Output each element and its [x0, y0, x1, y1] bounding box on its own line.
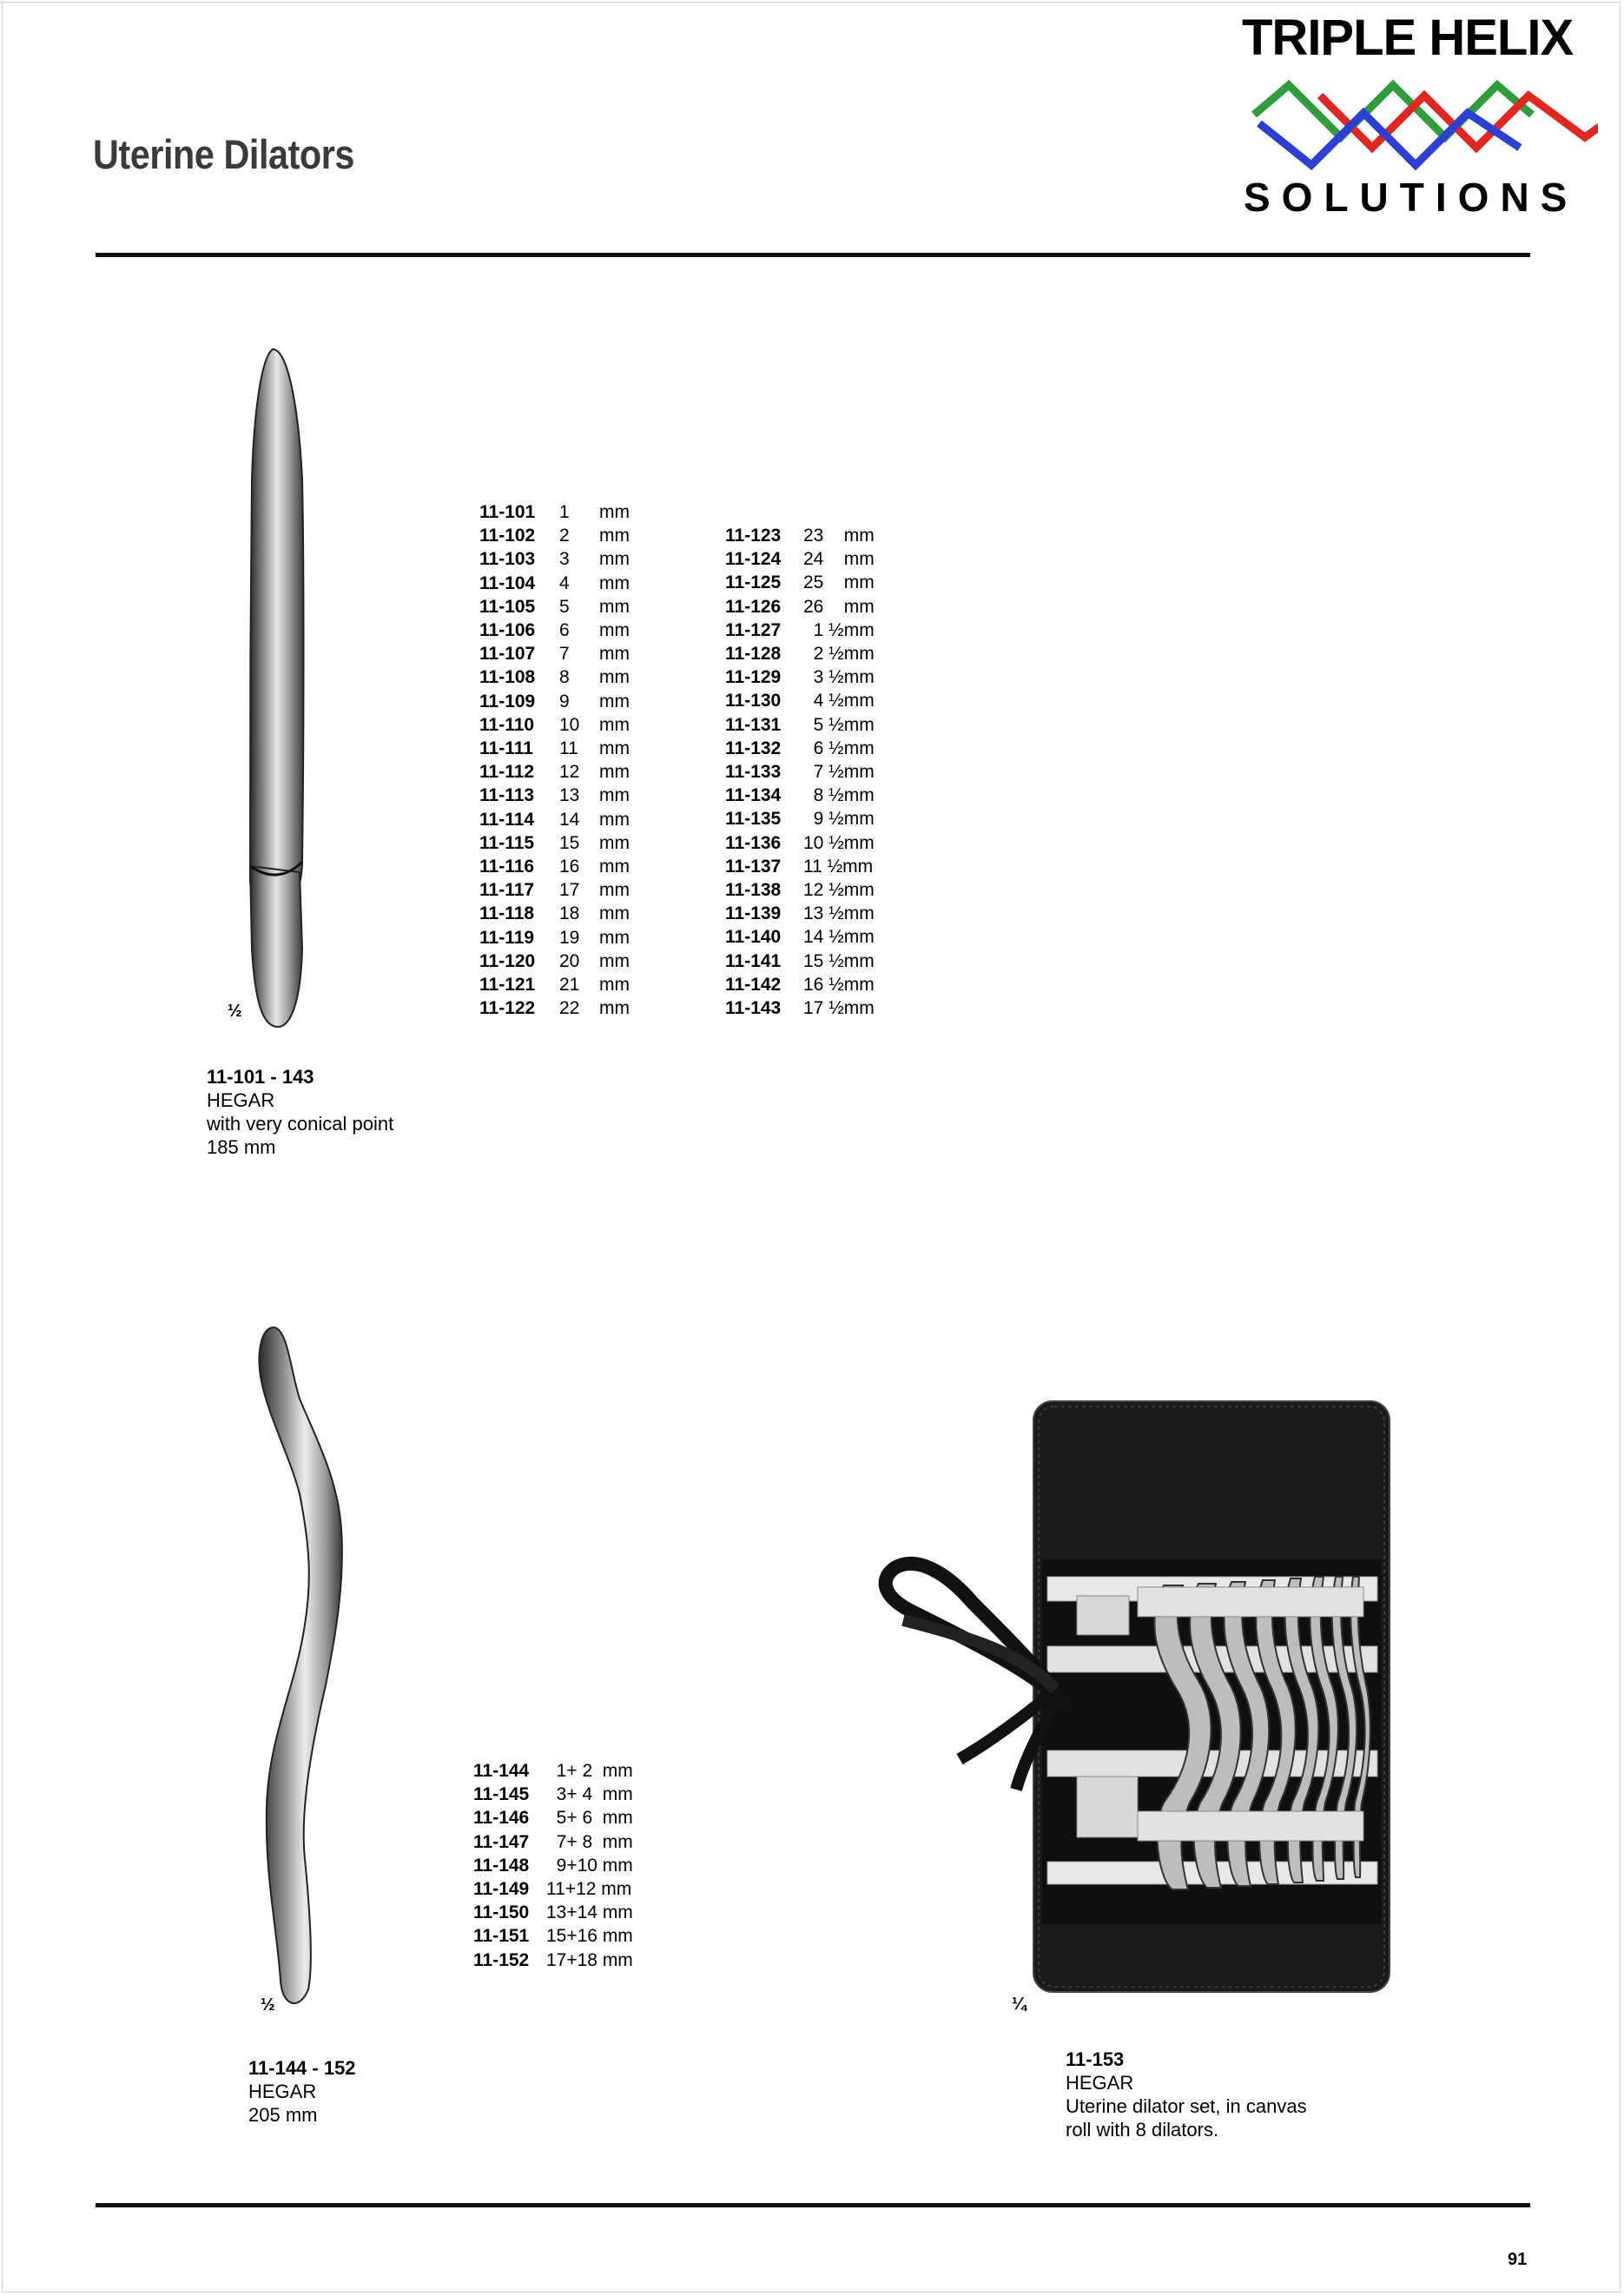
logo-text-top: TRIPLE HELIX [1242, 10, 1574, 66]
item-code: 11-149 [473, 1879, 530, 1900]
list-item [725, 547, 875, 571]
list-item [725, 595, 875, 619]
page-title: Uterine Dilators [93, 131, 354, 177]
item-size: 24 mm [803, 549, 875, 570]
list-item [479, 595, 630, 619]
list-item [725, 855, 875, 878]
list-item [479, 713, 630, 737]
list-item [725, 642, 875, 665]
item-size: 7 [559, 644, 570, 665]
item-unit: mm [599, 857, 630, 877]
page-number: 91 [1508, 2250, 1528, 2269]
item-size: 11 ½mm [803, 856, 874, 877]
item-unit: mm [599, 572, 630, 593]
list-item [479, 831, 630, 855]
helix-icon [1242, 69, 1598, 174]
item-size: 2 [559, 526, 570, 546]
list-item [479, 926, 630, 949]
item-size: 1 [559, 502, 570, 522]
item-size: 19 [559, 927, 580, 948]
scale-label: ¼ [1012, 1995, 1027, 2014]
item-code: 11-123 [725, 526, 782, 546]
item-size: 17 [559, 880, 580, 901]
item-size: 6 ½mm [803, 738, 875, 758]
item-size: 25 mm [803, 572, 875, 593]
scale-label: ½ [228, 1002, 242, 1021]
item-size: 7+ 8 mm [546, 1831, 633, 1852]
item-size: 11 [559, 738, 578, 759]
item-code: 11-133 [725, 762, 782, 783]
list-item [473, 1901, 633, 1924]
item-size: 1 ½mm [803, 619, 875, 640]
item-size: 5 ½mm [803, 714, 875, 735]
dilator-set-canvas-roll-image [877, 1394, 1398, 2002]
item-unit: mm [599, 691, 630, 711]
item-code: 11-106 [479, 620, 536, 641]
list-item [473, 1783, 633, 1806]
item-size: 16 ½mm [803, 974, 875, 995]
item-unit: mm [599, 950, 630, 971]
item-size: 20 [559, 950, 580, 971]
item-code: 11-150 [473, 1902, 530, 1923]
item-unit: mm [599, 549, 630, 570]
item-code: 11-107 [479, 644, 536, 665]
item-size: 12 ½mm [803, 880, 875, 901]
caption-desc: with very conical point [207, 1113, 394, 1135]
list-item [725, 713, 875, 737]
product-caption-11-144 [248, 2056, 356, 2127]
list-item [473, 1924, 633, 1948]
caption-desc-2: roll with 8 dilators. [1066, 2119, 1219, 2141]
list-item [473, 1949, 633, 1972]
caption-length: 185 mm [207, 1136, 276, 1158]
item-size: 9 ½mm [803, 809, 875, 830]
caption-name: HEGAR [248, 2081, 317, 2102]
item-size: 12 [559, 762, 580, 783]
item-size: 3 [559, 549, 570, 570]
item-code: 11-117 [479, 880, 535, 901]
item-unit: mm [599, 832, 630, 853]
item-code: 11-109 [479, 691, 536, 711]
caption-code: 11-144 - 152 [248, 2057, 356, 2079]
item-code: 11-105 [479, 596, 536, 617]
list-item [479, 973, 630, 996]
item-size: 23 mm [803, 526, 875, 546]
item-code: 11-142 [725, 974, 782, 995]
list-item [725, 524, 875, 547]
item-size: 8 ½mm [803, 785, 875, 806]
item-size: 13 ½mm [803, 903, 875, 924]
logo-text-bottom: SOLUTIONS [1244, 175, 1579, 220]
caption-name: HEGAR [1066, 2072, 1134, 2094]
item-code: 11-151 [473, 1926, 530, 1947]
item-unit: mm [599, 620, 630, 641]
item-code: 11-120 [479, 950, 536, 971]
item-unit: mm [599, 975, 630, 996]
item-size: 8 [559, 667, 570, 688]
item-code: 11-138 [725, 880, 782, 901]
item-unit: mm [599, 880, 630, 901]
item-code: 11-115 [479, 832, 535, 853]
item-code: 11-110 [479, 714, 535, 735]
item-code: 11-126 [725, 596, 782, 617]
item-unit: mm [599, 526, 630, 546]
list-item [473, 1854, 633, 1877]
list-item [479, 949, 630, 973]
item-size: 6 [559, 620, 570, 641]
item-code: 11-103 [479, 549, 536, 570]
item-code: 11-132 [725, 738, 782, 758]
item-code: 11-114 [479, 809, 535, 830]
item-code: 11-148 [473, 1855, 530, 1876]
item-unit: mm [599, 927, 630, 948]
item-unit: mm [599, 762, 630, 783]
item-code: 11-140 [725, 927, 782, 948]
item-size: 15 ½mm [803, 950, 875, 971]
list-item [725, 737, 875, 760]
header-rule [96, 253, 1530, 257]
item-size: 26 mm [803, 596, 875, 617]
item-size: 17 ½mm [803, 998, 875, 1019]
item-size: 3 ½mm [803, 667, 875, 688]
item-code: 11-102 [479, 526, 536, 546]
item-code: 11-127 [725, 619, 782, 640]
item-size: 10 ½mm [803, 832, 875, 853]
item-unit: mm [599, 502, 630, 522]
caption-desc-1: Uterine dilator set, in canvas [1066, 2095, 1307, 2117]
item-code: 11-129 [725, 667, 782, 688]
item-code: 11-116 [479, 857, 535, 877]
item-size: 4 ½mm [803, 691, 875, 711]
list-item [725, 760, 875, 784]
list-item [725, 665, 875, 689]
item-code: 11-135 [725, 809, 782, 830]
item-size: 10 [559, 714, 580, 735]
item-size: 5+ 6 mm [546, 1808, 633, 1829]
item-code: 11-143 [725, 998, 782, 1019]
item-unit: mm [599, 667, 630, 688]
list-item [479, 855, 630, 878]
caption-code: 11-101 - 143 [207, 1066, 314, 1088]
item-code: 11-111 [479, 738, 533, 759]
list-item [725, 973, 875, 996]
list-item [479, 760, 630, 784]
list-item [479, 737, 630, 760]
item-code: 11-122 [479, 998, 536, 1019]
list-item [479, 878, 630, 902]
item-size: 1+ 2 mm [546, 1761, 633, 1781]
list-item [479, 808, 630, 831]
item-size: 18 [559, 903, 580, 924]
list-item [725, 689, 875, 712]
item-size: 14 ½mm [803, 927, 875, 948]
size-list-left [479, 500, 630, 1020]
list-item [479, 784, 630, 807]
item-code: 11-118 [479, 903, 535, 924]
list-item [725, 784, 875, 807]
item-code: 11-104 [479, 572, 536, 593]
list-item [473, 1759, 633, 1783]
item-code: 11-119 [479, 927, 535, 948]
item-code: 11-101 [479, 502, 536, 522]
size-list-right [725, 524, 875, 1020]
list-item [725, 996, 875, 1020]
item-size: 9+10 mm [546, 1855, 633, 1876]
item-size: 17+18 mm [546, 1949, 633, 1970]
item-size: 22 [559, 998, 580, 1019]
item-code: 11-147 [473, 1831, 530, 1852]
list-item [473, 1830, 633, 1854]
item-size: 2 ½mm [803, 644, 875, 665]
list-item [479, 547, 630, 571]
item-size: 21 [559, 975, 580, 996]
item-code: 11-146 [473, 1808, 530, 1829]
item-size: 15 [559, 832, 580, 853]
product-caption-11-153 [1066, 2048, 1307, 2141]
list-item [725, 925, 875, 949]
list-item [479, 902, 630, 925]
list-item [479, 996, 630, 1020]
item-size: 14 [559, 809, 580, 830]
hegar-dilator-straight-image [234, 341, 321, 1036]
item-code: 11-112 [479, 762, 535, 783]
scale-label: ½ [261, 1995, 275, 2015]
item-code: 11-125 [725, 572, 782, 593]
item-code: 11-121 [479, 975, 536, 996]
item-code: 11-108 [479, 667, 536, 688]
item-code: 11-134 [725, 785, 782, 806]
item-code: 11-113 [479, 785, 535, 806]
item-size: 13+14 mm [546, 1902, 633, 1923]
item-code: 11-139 [725, 903, 782, 924]
list-item [725, 831, 875, 855]
list-item [473, 1877, 633, 1901]
list-item [479, 524, 630, 547]
item-size: 3+ 4 mm [546, 1784, 633, 1805]
list-item [725, 949, 875, 973]
item-size: 9 [559, 691, 570, 711]
item-code: 11-137 [725, 856, 782, 877]
item-unit: mm [599, 809, 630, 830]
list-item [479, 665, 630, 689]
item-code: 11-124 [725, 549, 782, 570]
item-size: 7 ½mm [803, 762, 875, 783]
list-item [479, 619, 630, 642]
item-unit: mm [599, 738, 630, 759]
item-unit: mm [599, 998, 630, 1019]
list-item [725, 571, 875, 594]
item-code: 11-152 [473, 1949, 530, 1970]
size-list-double [473, 1759, 633, 1972]
item-code: 11-141 [725, 950, 782, 971]
caption-length: 205 mm [248, 2104, 318, 2126]
caption-name: HEGAR [207, 1089, 275, 1111]
caption-code: 11-153 [1066, 2048, 1125, 2070]
item-code: 11-130 [725, 691, 782, 711]
list-item [479, 572, 630, 595]
list-item [479, 500, 630, 524]
item-unit: mm [599, 903, 630, 924]
item-size: 4 [559, 572, 570, 593]
footer-rule [96, 2203, 1530, 2207]
hegar-dilator-double-image [230, 1320, 360, 2015]
item-size: 13 [559, 785, 580, 806]
list-item [725, 878, 875, 902]
item-code: 11-144 [473, 1761, 530, 1781]
item-code: 11-131 [725, 714, 782, 735]
item-code: 11-128 [725, 644, 782, 665]
item-size: 5 [559, 596, 570, 617]
list-item [725, 902, 875, 925]
list-item [473, 1806, 633, 1830]
list-item [725, 807, 875, 830]
list-item [479, 690, 630, 713]
item-size: 16 [559, 857, 580, 877]
company-logo [1233, 9, 1607, 220]
list-item [479, 642, 630, 665]
list-item [725, 619, 875, 642]
item-code: 11-136 [725, 832, 782, 853]
item-unit: mm [599, 644, 630, 665]
item-unit: mm [599, 785, 630, 806]
item-size: 15+16 mm [546, 1926, 633, 1947]
item-unit: mm [599, 714, 630, 735]
item-size: 11+12 mm [546, 1879, 632, 1900]
item-unit: mm [599, 596, 630, 617]
product-caption-11-101 [207, 1065, 393, 1159]
item-code: 11-145 [473, 1784, 530, 1805]
